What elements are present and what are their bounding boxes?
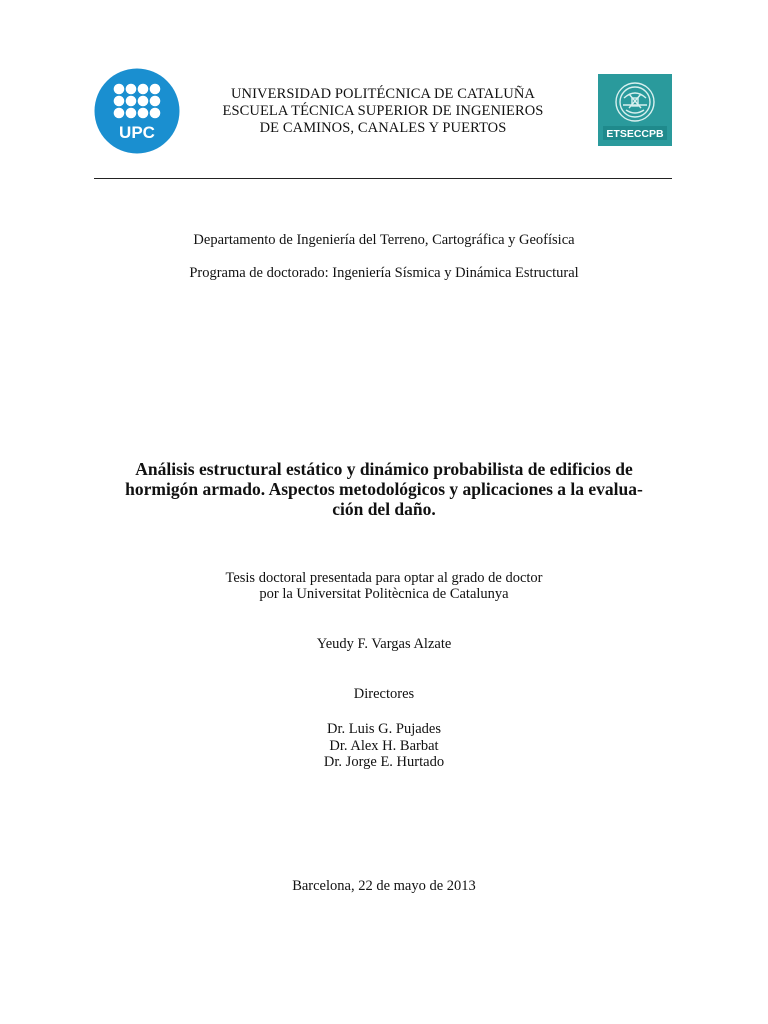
director-name: Dr. Jorge E. Hurtado	[323, 754, 445, 770]
institution-line: UNIVERSIDAD POLITÉCNICA DE CATALUÑA	[230, 86, 535, 102]
director-name: Dr. Luis G. Pujades	[327, 721, 441, 737]
etseccpb-logo-text: ETSECCPB	[606, 128, 664, 140]
thesis-title	[94, 459, 674, 519]
department-name: Departamento de Ingeniería del Terreno, Cartográfica y Geofísica	[193, 232, 575, 248]
institution-line: ESCUELA TÉCNICA SUPERIOR DE INGENIEROS	[222, 103, 544, 119]
directors-heading: Directores	[353, 686, 415, 702]
upc-logo-text: UPC	[119, 123, 155, 142]
institution-line: DE CAMINOS, CANALES Y PUERTOS	[259, 120, 507, 136]
header-divider	[94, 178, 672, 179]
title-line: Análisis estructural estático y dinámico probabilista de edificios de	[135, 459, 633, 479]
thesis-statement	[94, 570, 674, 602]
upc-logo	[94, 68, 180, 154]
directors-list	[94, 721, 674, 771]
title-line: ción del daño.	[332, 499, 436, 519]
author-name: Yeudy F. Vargas Alzate	[316, 636, 452, 652]
title-line: hormigón armado. Aspectos metodológicos y aplicaciones a la evalua-	[125, 479, 643, 499]
etseccpb-logo	[598, 74, 672, 146]
place-date: Barcelona, 22 de mayo de 2013	[292, 878, 476, 894]
institution-name	[190, 86, 576, 137]
doctoral-program: Programa de doctorado: Ingeniería Sísmica y Dinámica Estructural	[189, 265, 579, 281]
thesis-line: Tesis doctoral presentada para optar al grado de doctor	[225, 570, 543, 586]
director-name: Dr. Alex H. Barbat	[329, 737, 439, 754]
thesis-line: por la Universitat Politècnica de Catalunya	[259, 586, 509, 602]
